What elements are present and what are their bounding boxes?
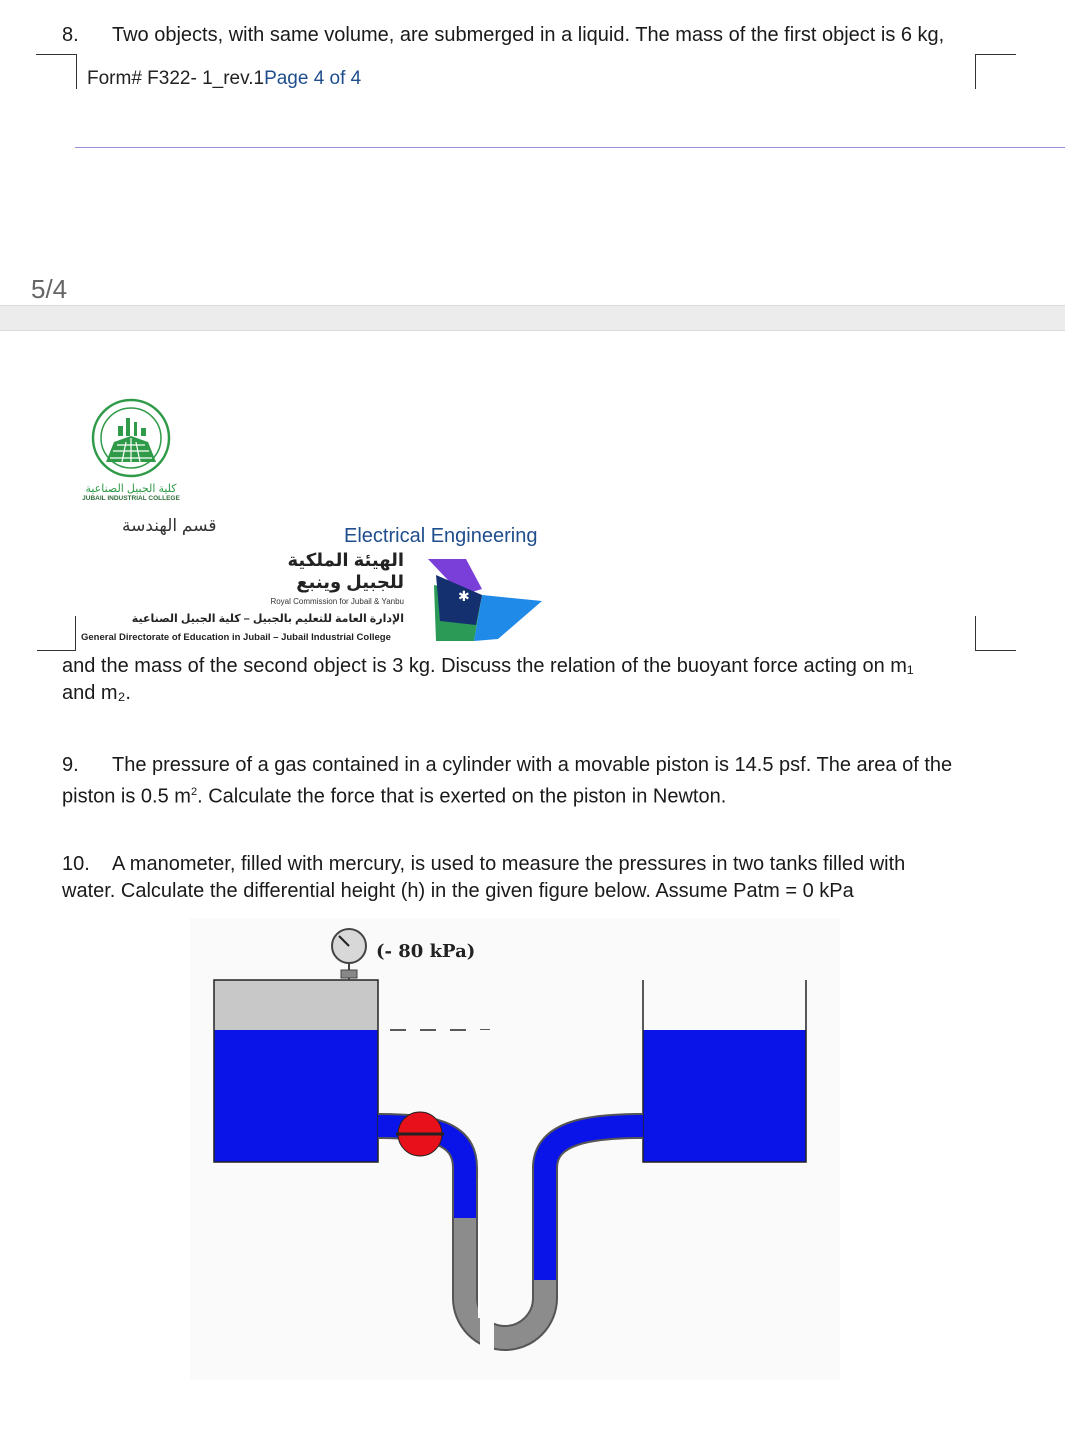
rc-name-ar-2: للجبيل وينبع — [296, 572, 404, 592]
rc-name-english: Royal Commission for Jubail & Yanbu — [270, 597, 404, 606]
q8-cont-line2: and m₂. — [62, 682, 131, 704]
form-label: Form# F322- 1_rev.1 — [87, 68, 265, 89]
page-label: Page 4 of 4 — [264, 68, 362, 89]
department-arabic: قسم الهندسة — [122, 516, 217, 535]
q9-superscript: 2 — [190, 786, 198, 798]
q8-number: 8. — [62, 24, 79, 46]
college-logo-english: JUBAIL INDUSTRIAL COLLEGE — [82, 495, 180, 502]
q10-number: 10. — [62, 853, 90, 875]
q9-text-line2a: piston is 0.5 m — [62, 785, 191, 808]
q9-text-line2b: . Calculate the force that is exerted on the piston in Newton. — [197, 785, 727, 808]
q8-cont-line1: and the mass of the second object is 3 kg. Discuss the relation of the buoyant force acting on m₁ — [62, 655, 914, 677]
q10-text-line2: water. Calculate the differential height (h) in the given figure below. Assume Patm = 0 kPa — [62, 880, 854, 902]
q9-number: 9. — [62, 754, 79, 776]
directorate-english: General Directorate of Education in Jubail – Jubail Industrial College — [81, 632, 391, 643]
q9-text-line1: The pressure of a gas contained in a cylinder with a movable piston is 14.5 psf. The area of the — [112, 754, 953, 776]
q10-text-line1: A manometer, filled with mercury, is used to measure the pressures in two tanks filled with — [112, 853, 906, 875]
manometer-drawn-annotations — [190, 918, 840, 1380]
page-counter: 5/4 — [31, 274, 68, 304]
department-english: Electrical Engineering — [344, 525, 538, 547]
q8-text-line1: Two objects, with same volume, are submerged in a liquid. The mass of the first object is 6 kg, — [112, 24, 945, 46]
college-logo-arabic: كلية الجبيل الصناعية — [85, 483, 177, 495]
directorate-arabic: الإدارة العامة للتعليم بالجبيل – كلية الجبيل الصناعية — [131, 613, 404, 625]
svg-text:✱: ✱ — [458, 589, 470, 605]
gauge-reading: (- 80 kPa) — [376, 941, 476, 962]
rc-name-ar-1: الهيئة الملكية — [287, 550, 404, 570]
manometer-drawn-annotations-svg — [190, 918, 840, 1380]
